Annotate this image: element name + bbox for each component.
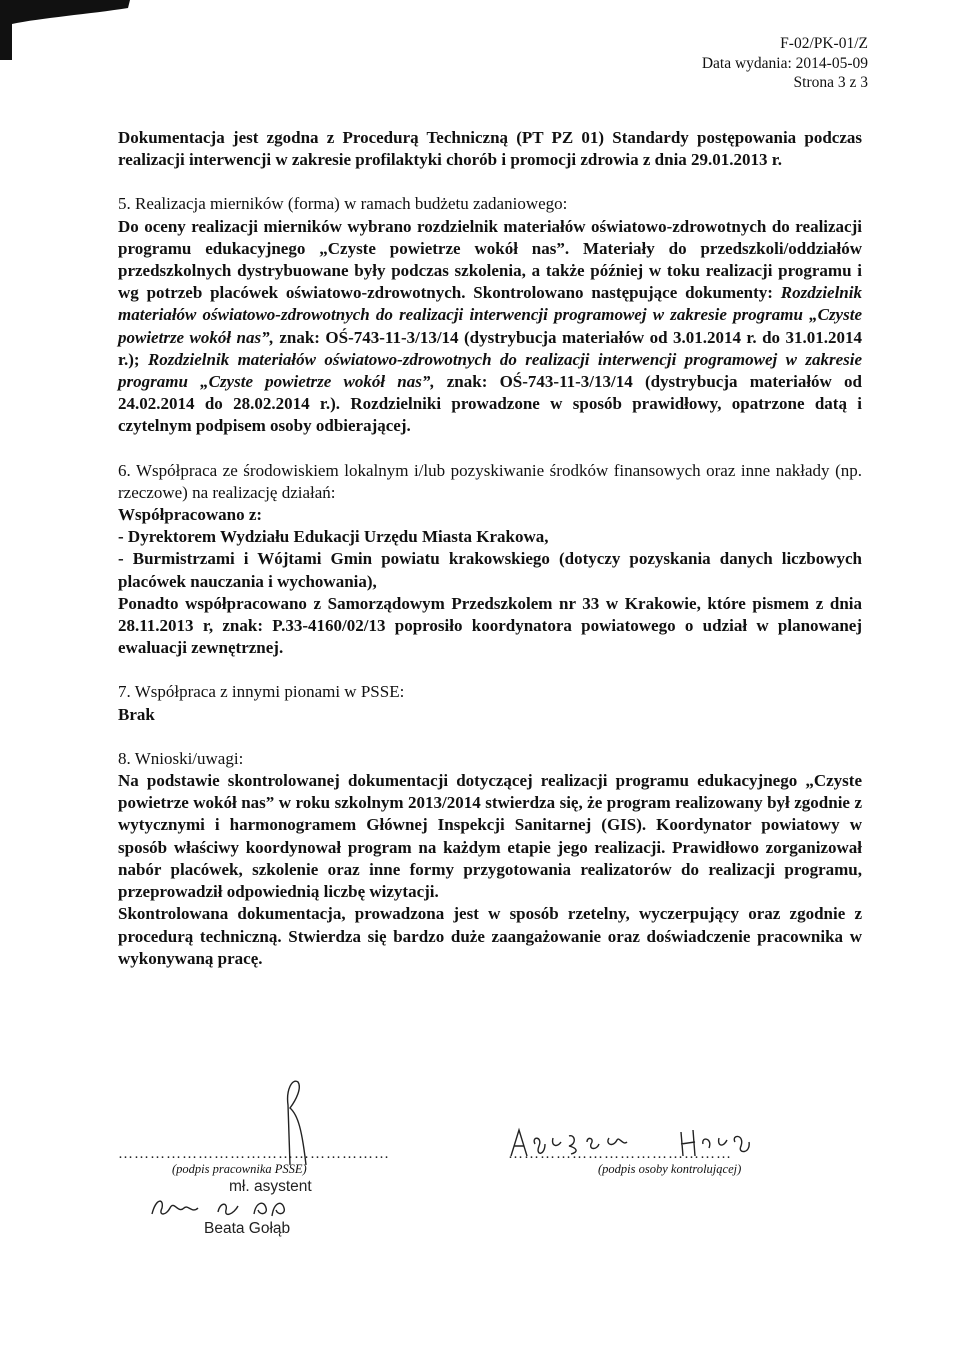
section-7-answer: Brak <box>118 704 155 724</box>
list-item: - Dyrektorem Wydziału Edukacji Urzędu Miasta Krakowa, <box>118 527 549 547</box>
section-8-heading: 8. Wnioski/uwagi: <box>118 748 244 768</box>
stamp-position: mł. asystent <box>229 1178 312 1195</box>
conclusion-paragraph: Skontrolowana dokumentacja, prowadzona jest w sposób rzetelny, wyczerpujący oraz zgodnie z procedurą techniczną. Stwierdza się bardzo duże zaangażowanie oraz doświadczenie pracownika w wykonywaną pracę. <box>118 904 862 968</box>
section-6-heading: 6. Współpraca ze środowiskiem lokalnym i/lub pozyskiwanie środków finansowych oraz inne nakłady (np. rzeczowe) na realizację działań: <box>118 460 862 502</box>
intro-paragraph: Dokumentacja jest zgodna z Procedurą Techniczną (PT PZ 01) Standardy postępowania podczas realizacji interwencji w zakresie profilaktyki chorób i promocji zdrowia z dnia 29.01.2013 r. <box>118 128 862 170</box>
section-5-body <box>118 216 862 438</box>
scan-edge-artifact <box>0 0 130 60</box>
document-1-title: Rozdzielnik materiałów oświatowo-zdrowotnych do realizacji interwencji programowej w zakresie programu „Czyste powietrze wokół nas”, <box>118 283 862 347</box>
document-2-reference: znak: OŚ-743-11-3/13/14 (dystrybucja materiałów od 24.02.2014 do 28.02.2014 r.). Rozdzielniki prowadzone w sposób prawidłowy, opatrzone datą i czytelnym podpisem osoby odbierającej. <box>118 372 862 436</box>
signature-caption-employee: (podpis pracownika PSSE) <box>172 1162 307 1176</box>
page-number: Strona 3 z 3 <box>793 74 868 91</box>
section-5-paragraph: Do oceny realizacji mierników wybrano rozdzielnik materiałów oświatowo-zdrowotnych do realizacji programu edukacyjnego „Czyste powietrze wokół nas”. Materiały do przedszkoli/oddziałów przedszkolnych dystrybuowane były podczas szkolenia, a także później w toku realizacji programu i wg potrzeb placówek oświatowo-zdrowotnych. Skontrolowano następujące dokumenty: <box>118 216 862 303</box>
signature-line-inspector: …………………………………… <box>508 1146 732 1162</box>
handwritten-signature-employee <box>148 1194 298 1220</box>
signature-caption-inspector: (podpis osoby kontrolującej) <box>598 1162 742 1176</box>
issue-date: Data wydania: 2014-05-09 <box>701 54 868 72</box>
section-6 <box>118 460 862 660</box>
signature-line-employee: …………………………………………… <box>118 1146 390 1162</box>
signature-area <box>0 1060 960 1340</box>
section-6-extra: Ponadto współpracowano z Samorządowym Przedszkolem nr 33 w Krakowie, które pismem z dnia 28.11.2013 r, znak: P.33-4160/02/13 poprosiło koordynatora powiatowego o udział w planowanej ewaluacji zewnętrznej. <box>118 593 862 658</box>
section-5 <box>118 193 862 437</box>
conclusion-paragraph: Na podstawie skontrolowanej dokumentacji dotyczącej realizacji programu edukacyjnego „Czyste powietrze wokół nas” w roku szkolnym 2013/2014 stwierdza się, że program realizowany był zgodnie z wytycznymi i harmonogramem Głównej Inspekcji Sanitarnej (GIS). Koordynator powiatowy w sposób właściwy koordynował program na każdym etapie jego realizacji. Prawidłowo zorganizował nabór placówek, szkolenie oraz inne formy przygotowania realizatorów do realizacji programu, przeprowadził odpowiednią liczbę wizytacji. <box>118 771 862 902</box>
document-header <box>702 34 868 93</box>
document-body <box>118 127 862 970</box>
stamp-name: Beata Gołąb <box>204 1220 291 1237</box>
document-1-reference: znak: OŚ-743-11-3/13/14 (dystrybucja materiałów od 3.01.2014 r. do 31.01.2014 r.); <box>118 327 862 369</box>
section-8 <box>118 748 862 970</box>
section-7-heading: 7. Współpraca z innymi pionami w PSSE: <box>118 682 405 702</box>
section-7 <box>118 681 862 725</box>
document-code: F-02/PK-01/Z <box>780 35 868 52</box>
document-2-title: Rozdzielnik materiałów oświatowo-zdrowotnych do realizacji interwencji programowej w zakresie programu „Czyste powietrze wokół nas”, <box>118 349 863 392</box>
section-5-heading: 5. Realizacja mierników (forma) w ramach budżetu zadaniowego: <box>118 194 568 214</box>
list-item: - Burmistrzami i Wójtami Gmin powiatu krakowskiego (dotyczy pozyskania danych liczbowych placówek nauczania i wychowania), <box>118 549 862 591</box>
section-6-lead: Współpracowano z: <box>118 505 263 525</box>
